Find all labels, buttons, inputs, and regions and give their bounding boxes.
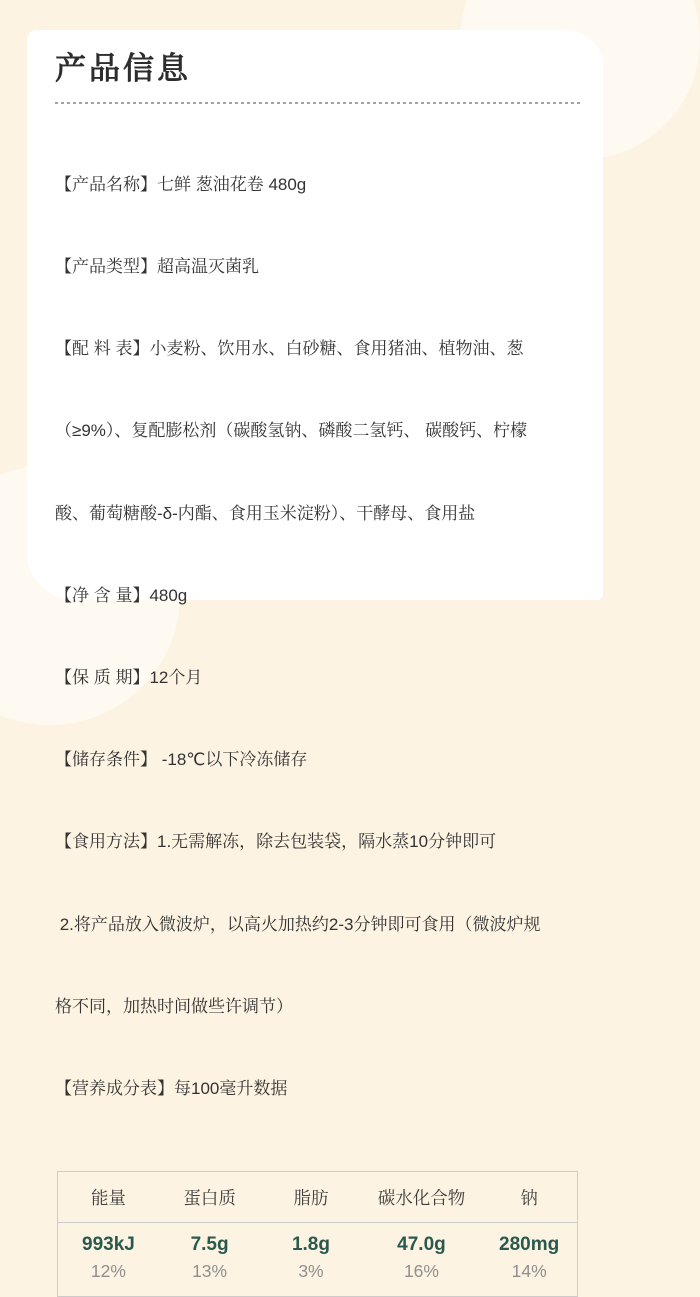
dotted-divider: [55, 102, 583, 104]
info-line-storage: 【储存条件】 -18℃以下冷冻储存: [55, 750, 308, 770]
info-line-product-name: 【产品名称】七鲜 葱油花卷 480g: [55, 174, 307, 194]
info-line-product-type: 【产品类型】超高温灭菌乳: [55, 257, 259, 277]
info-line-usage-2: 2.将产品放入微波炉，以高火加热约2-3分钟即可食用（微波炉规: [55, 914, 541, 934]
nutrition-value-carbs: 47.0g: [397, 1234, 446, 1256]
info-line-net-weight: 【净 含 量】480g: [55, 585, 188, 605]
info-line-ingredients-3: 酸、葡萄糖酸-δ-内酯、食用玉米淀粉）、干酵母、食用盐: [55, 503, 476, 523]
nutrition-header-fat: 脂肪: [260, 1172, 361, 1223]
nutrition-value-sodium: 280mg: [499, 1234, 560, 1256]
nutrition-nrv-protein: 13%: [192, 1261, 228, 1282]
page-title: 产品信息: [55, 51, 191, 86]
nutrition-nrv-carbs: 16%: [403, 1261, 439, 1282]
product-info-list: [55, 116, 579, 1157]
nutrition-header-row: [58, 1172, 578, 1223]
nutrition-nrv-energy: 12%: [90, 1261, 126, 1282]
nutrition-header-energy: 能量: [58, 1172, 159, 1223]
info-line-nutrition-note: 【营养成分表】每100毫升数据: [55, 1079, 288, 1099]
nutrition-header-carbs: 碳水化合物: [362, 1172, 482, 1223]
nutrition-values-row: [58, 1223, 578, 1258]
nutrition-header-protein: 蛋白质: [159, 1172, 260, 1223]
nutrition-table: [57, 1171, 578, 1297]
nutrition-value-protein: 7.5g: [190, 1234, 229, 1256]
nutrition-value-energy: 993kJ: [82, 1234, 135, 1256]
info-line-usage-3: 格不同，加热时间做些许调节）: [55, 996, 293, 1016]
nutrition-nrv-sodium: 14%: [511, 1261, 547, 1282]
nutrition-header-sodium: 钠: [481, 1172, 577, 1223]
nutrition-nrv-fat: 3%: [298, 1261, 324, 1282]
info-line-ingredients-2: （≥9%）、复配膨松剂（碳酸氢钠、磷酸二氢钙、 碳酸钙、柠檬: [55, 421, 528, 441]
product-info-card: [27, 30, 603, 1282]
info-line-usage-1: 【食用方法】1.无需解冻，除去包装袋，隔水蒸10分钟即可: [55, 832, 497, 852]
info-line-shelf-life: 【保 质 期】12个月: [55, 668, 203, 688]
nutrition-nrv-row: [58, 1257, 578, 1297]
nutrition-value-fat: 1.8g: [291, 1234, 330, 1256]
info-line-ingredients-1: 【配 料 表】小麦粉、饮用水、白砂糖、食用猪油、植物油、葱: [55, 339, 524, 359]
